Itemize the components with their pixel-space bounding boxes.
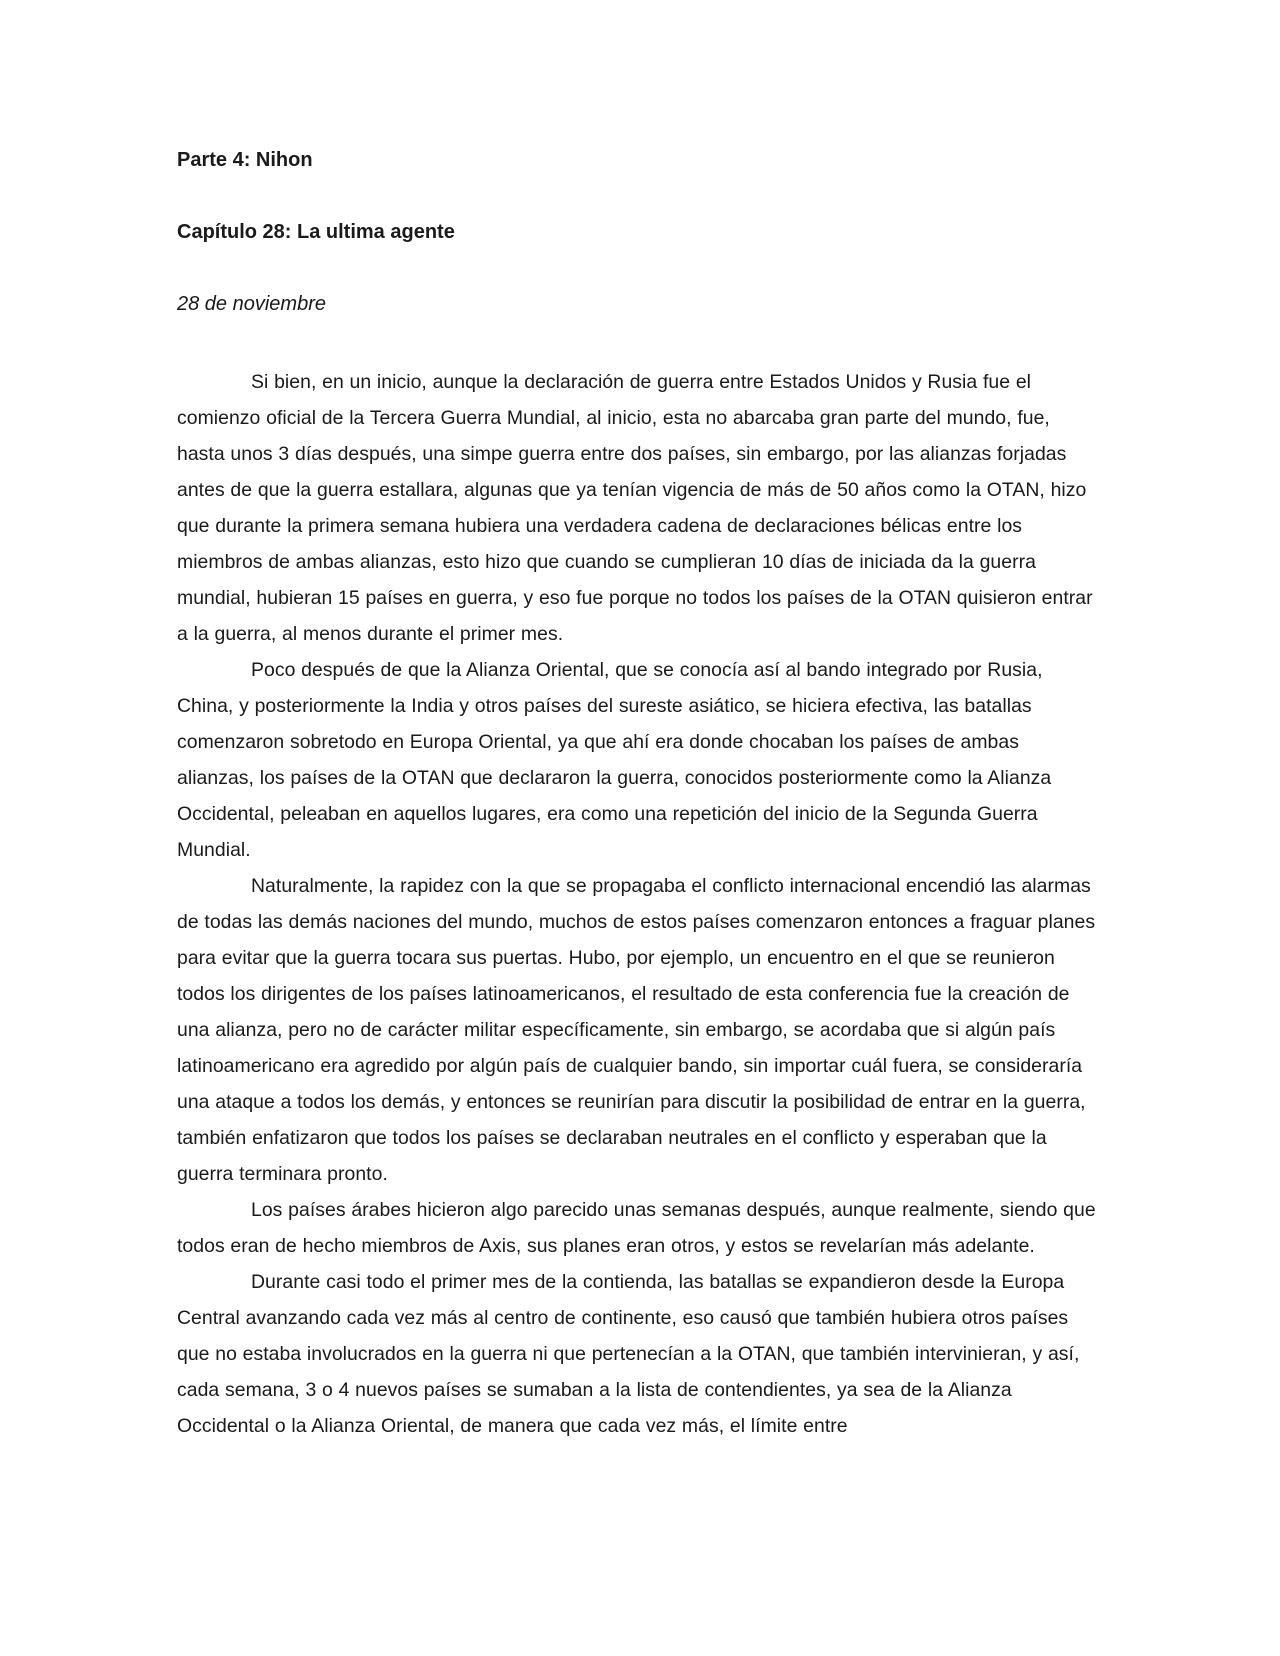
- paragraph: Poco después de que la Alianza Oriental, que se conocía así al bando integrado por Rusia, China, y posteriormente la India y otros países del sureste asiático, se hiciera efectiva, las batallas comenzaron sobretodo en Europa Oriental, ya que ahí era donde chocaban los países de ambas alianzas, los países de la OTAN que declararon la guerra, conocidos posteriormente como la Alianza Occidental, peleaban en aquellos lugares, era como una repetición del inicio de la Segunda Guerra Mundial.: [177, 659, 1052, 861]
- paragraph: Los países árabes hicieron algo parecido unas semanas después, aunque realmente, siendo que todos eran de hecho miembros de Axis, sus planes eran otros, y estos se revelarían más adelante.: [177, 1199, 1096, 1257]
- chapter-title: Capítulo 28: La ultima agente: [177, 221, 455, 243]
- paragraph: Naturalmente, la rapidez con la que se propagaba el conflicto internacional encendió las alarmas de todas las demás naciones del mundo, muchos de estos países comenzaron entonces a fraguar planes para evitar que la guerra tocara sus puertas. Hubo, por ejemplo, un encuentro en el que se reunieron todos los dirigentes de los países latinoamericanos, el resultado de esta conferencia fue la creación de una alianza, pero no de carácter militar específicamente, sin embargo, se acordaba que si algún país latinoamericano era agredido por algún país de cualquier bando, sin importar cuál fuera, se consideraría una ataque a todos los demás, y entonces se reunirían para discutir la posibilidad de entrar en la guerra, también enfatizaron que todos los países se declaraban neutrales en el conflicto y esperaban que la guerra terminara pronto.: [177, 875, 1096, 1185]
- paragraph: Si bien, en un inicio, aunque la declaración de guerra entre Estados Unidos y Rusia fue el comienzo oficial de la Tercera Guerra Mundial, al inicio, esta no abarcaba gran parte del mundo, fue, hasta unos 3 días después, una simpe guerra entre dos países, sin embargo, por las alianzas forjadas antes de que la guerra estallara, algunas que ya tenían vigencia de más de 50 años como la OTAN, hizo que durante la primera semana hubiera una verdadera cadena de declaraciones bélicas entre los miembros de ambas alianzas, esto hizo que cuando se cumplieran 10 días de iniciada da la guerra mundial, hubieran 15 países en guerra, y eso fue porque no todos los países de la OTAN quisieron entrar a la guerra, al menos durante el primer mes.: [177, 371, 1093, 645]
- body-text: [177, 364, 1097, 1444]
- paragraph: Durante casi todo el primer mes de la contienda, las batallas se expandieron desde la Europa Central avanzando cada vez más al centro de continente, eso causó que también hubiera otros países que no estaba involucrados en la guerra ni que pertenecían a la OTAN, que también intervinieran, y así, cada semana, 3 o 4 nuevos países se sumaban a la lista de contendientes, ya sea de la Alianza Occidental o la Alianza Oriental, de manera que cada vez más, el límite entre: [177, 1271, 1080, 1437]
- chapter-date: 28 de noviembre: [177, 293, 326, 315]
- part-title: Parte 4: Nihon: [177, 149, 313, 171]
